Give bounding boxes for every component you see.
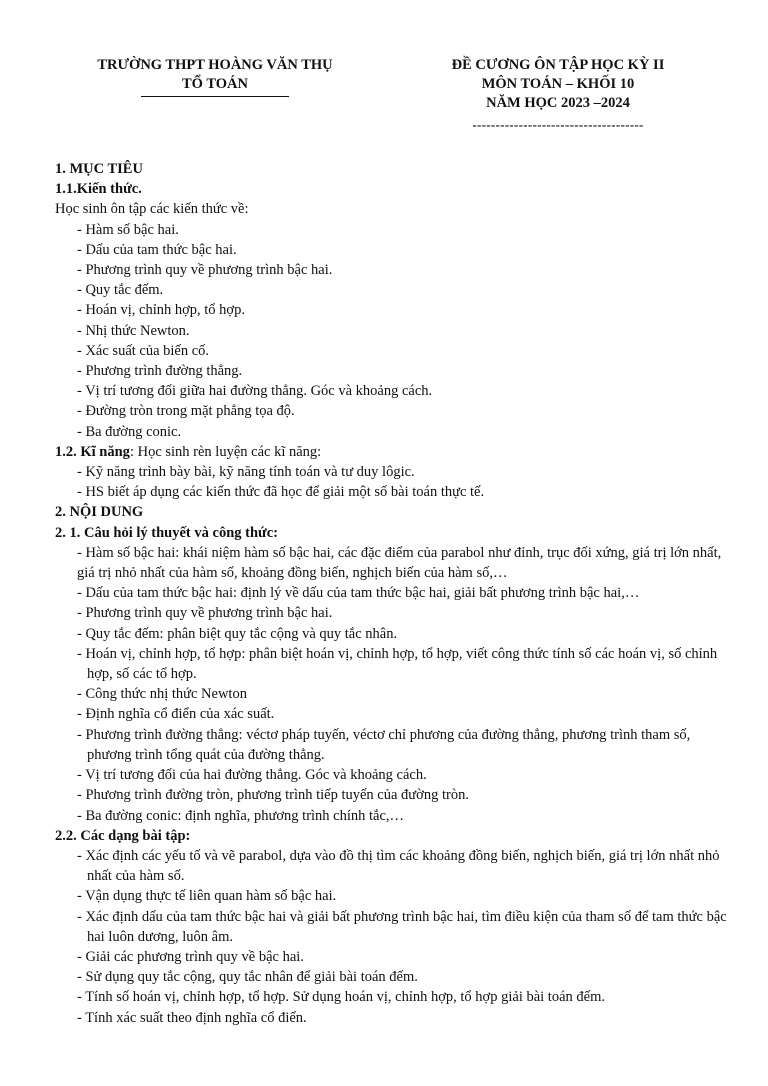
document-header (400, 56, 716, 134)
subject-grade: MÔN TOÁN – KHỐI 10 (481, 76, 635, 92)
list-item: - Vận dụng thực tế liên quan hàm số bậc hai. (77, 888, 337, 905)
list-item: - Vị trí tương đối của hai đường thẳng. Góc và khoảng cách. (77, 767, 427, 784)
list-item: - Ba đường conic. (77, 423, 182, 440)
list-item: - Xác định dấu của tam thức bậc hai và giải bất phương trình bậc hai, tìm điều kiện của tham số để tam thức bậc hai luôn dương, luôn âm. (77, 908, 727, 945)
section-1-2-text: : Học sinh rèn luyện các kĩ năng: (129, 443, 322, 460)
section-2-title: 2. NỘI DUNG (55, 504, 144, 521)
section-1-2-label: 1.2. Kĩ năng (55, 443, 130, 460)
list-item: - Phương trình quy về phương trình bậc hai. (77, 605, 333, 622)
list-item: - Định nghĩa cổ điển của xác suất. (77, 706, 275, 723)
list-item: - Đường tròn trong mặt phẳng tọa độ. (77, 403, 295, 420)
school-name: TRƯỜNG THPT HOÀNG VĂN THỤ (97, 57, 333, 73)
list-item: - Ba đường conic: định nghĩa, phương trình chính tắc,… (77, 807, 405, 824)
list-item: - HS biết áp dụng các kiến thức đã học để giải một số bài toán thực tế. (77, 484, 485, 501)
list-item: - Phương trình đường thẳng: véctơ pháp tuyến, véctơ chỉ phương của đường thẳng, phương trình tham số, phương trình tổng quát của đường thẳng. (77, 726, 691, 763)
list-item: - Quy tắc đếm: phân biệt quy tắc cộng và quy tắc nhân. (77, 625, 398, 642)
list-item: - Hoán vị, chỉnh hợp, tổ hợp: phân biệt hoán vị, chỉnh hợp, tổ hợp, viết công thức tính số các hoán vị, số chỉnh hợp, số các tổ hợp. (77, 645, 718, 683)
list-item: - Tính xác suất theo định nghĩa cổ điển. (77, 1009, 307, 1026)
exercise-list (55, 846, 735, 1028)
list-item: - Tính số hoán vị, chỉnh hợp, tổ hợp. Sử dụng hoán vị, chỉnh hợp, tổ hợp giải bài toán đếm. (77, 989, 605, 1006)
section-2-1-title: 2. 1. Câu hỏi lý thuyết và công thức: (55, 524, 278, 541)
section-1-2-heading (55, 442, 735, 462)
list-item: - Sử dụng quy tắc cộng, quy tắc nhân để giải bài toán đếm. (77, 969, 418, 986)
list-item: - Công thức nhị thức Newton (77, 686, 247, 703)
list-item: - Dấu của tam thức bậc hai: định lý về dấu của tam thức bậc hai, giải bất phương trình bậc hai,… (77, 585, 640, 602)
document-body (55, 159, 735, 1028)
document-title: ĐỀ CƯƠNG ÔN TẬP HỌC KỲ II (451, 57, 665, 73)
theory-list (55, 543, 735, 826)
department-name: TỔ TOÁN (182, 76, 248, 92)
list-item: - Vị trí tương đối giữa hai đường thẳng. Góc và khoảng cách. (77, 383, 433, 400)
list-item: - Xác suất của biến cố. (77, 342, 210, 359)
school-year: NĂM HỌC 2023 –2024 (486, 95, 630, 111)
list-item: - Hoán vị, chỉnh hợp, tổ hợp. (77, 302, 245, 319)
section-1-1-title: 1.1.Kiến thức. (55, 181, 142, 198)
header-separator: ------------------------------------- (472, 117, 644, 132)
skills-list (55, 462, 735, 502)
knowledge-list (55, 220, 735, 442)
list-item: - Phương trình đường tròn, phương trình tiếp tuyến của đường tròn. (77, 787, 469, 804)
list-item: - Dấu của tam thức bậc hai. (77, 241, 237, 258)
list-item: - Nhị thức Newton. (77, 322, 190, 339)
list-item: - Giải các phương trình quy về bậc hai. (77, 948, 304, 965)
list-item: - Xác định các yếu tố và vẽ parabol, dựa vào đồ thị tìm các khoảng đồng biến, nghịch biến, giá trị lớn nhất nhỏ nhất của hàm số. (77, 847, 720, 885)
section-1-title: 1. MỤC TIÊU (55, 161, 143, 177)
school-header (70, 56, 360, 97)
list-item: - Hàm số bậc hai: khái niệm hàm số bậc hai, các đặc điểm của parabol như đỉnh, trục đối xứng, giá trị lớn nhất, giá trị nhỏ nhất của hàm số, khoảng đồng biến, nghịch biến của hàm số,… (77, 544, 722, 582)
section-2-2-title: 2.2. Các dạng bài tập: (55, 827, 191, 844)
section-1-1-intro: Học sinh ôn tập các kiến thức về: (55, 201, 249, 218)
list-item: - Phương trình quy về phương trình bậc hai. (77, 262, 333, 279)
header-underline (141, 96, 289, 97)
list-item: - Phương trình đường thẳng. (77, 363, 243, 380)
list-item: - Hàm số bậc hai. (77, 221, 179, 238)
list-item: - Kỹ năng trình bày bài, kỹ năng tính toán và tư duy lôgic. (77, 464, 415, 481)
list-item: - Quy tắc đếm. (77, 282, 164, 299)
